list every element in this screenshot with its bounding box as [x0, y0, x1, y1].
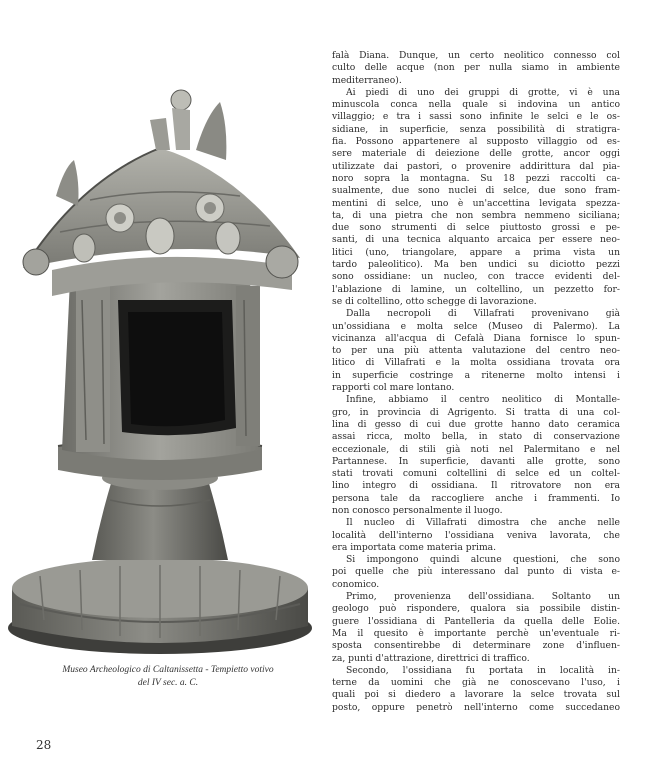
text-line: Si impongono quindi alcune questioni, che sono: [346, 554, 620, 566]
photo-caption: [34, 664, 302, 690]
text-line: non conosco personalmente il luogo.: [332, 504, 503, 516]
text-line: assai ricca, molto bella, in stato di conservazione: [332, 431, 620, 443]
text-line: tardo paleolitico). Ma ben undici su diciotto pezzi: [332, 259, 620, 271]
text-line: sere materiale di deiezione delle grotte, ancor oggi: [332, 148, 620, 160]
caption-line-2: del IV sec. a. C.: [137, 678, 199, 688]
text-line: sposta consentirebbe di determinare zone d'influen-: [332, 640, 620, 652]
text-line: Infine, abbiamo il centro neolitico di Montalle-: [346, 394, 620, 406]
body-text-column: [332, 50, 620, 714]
text-line: falà Diana. Dunque, un certo neolitico connesso col: [332, 50, 620, 61]
text-line: guere l'ossidiana di Pantelleria da quella delle Eolie.: [332, 615, 620, 627]
text-line: fia. Possono appartenere al supposto villaggio od es-: [332, 136, 620, 148]
text-line: Ai piedi di uno dei gruppi di grotte, vi è una: [346, 86, 620, 98]
text-line: villaggio; e tra i sassi sono infinite le selci e le os-: [332, 111, 620, 123]
text-line: in superficie costringe a ritenerne molto intensi i: [332, 369, 620, 381]
text-line: l'ablazione di lamine, un coltellino, un pezzetto for-: [332, 283, 620, 295]
text-line: eccezionale, di stili già noti nel Palermitano e nel: [332, 443, 620, 455]
text-line: lino integro di ossidiana. Il ritrovatore non era: [332, 480, 620, 492]
text-line: un'ossidiana e molta selce (Museo di Palermo). La: [332, 320, 620, 332]
temple-photo-illustration: [0, 0, 316, 664]
text-line: stati trovati comuni coltellini di selce ed un coltel-: [332, 468, 620, 480]
text-line: terne da uomini che già ne conoscevano l'uso, i: [332, 677, 620, 689]
text-line: persona tale da raccogliere anche i frammenti. Io: [332, 492, 620, 504]
text-line: noro sopra la montagna. Su 18 pezzi raccolti ca-: [332, 172, 620, 184]
text-line: geologo può rispondere, qualora sia possibile distin-: [332, 603, 620, 615]
text-line: Secondo, l'ossidiana fu portata in località in-: [346, 664, 620, 676]
text-line: Dalla necropoli di Villafrati provenivano già: [346, 308, 620, 320]
text-line: to per una più attenta valutazione del centro neo-: [332, 345, 620, 357]
text-line: due sono strumenti di selce piuttosto grossi e pe-: [332, 222, 620, 234]
page-number: 28: [36, 738, 52, 752]
text-line: za, punti d'attrazione, direttrici di traffico.: [332, 652, 530, 664]
text-line: se di coltellino, otto schegge di lavorazione.: [332, 295, 537, 307]
text-line: posto, oppure penetrò nell'interno come succedaneo: [332, 701, 620, 713]
text-line: sidiane, in superficie, senza possibilità di stratigra-: [332, 123, 620, 135]
text-line: litici (uno, triangolare, appare a prima vista un: [332, 246, 620, 258]
text-line: vicinanza all'acqua di Cefalà Diana fornisce lo spun-: [332, 332, 620, 344]
text-line: minuscola conca nella quale si indovina un antico: [332, 99, 620, 111]
text-line: località dell'interno l'ossidiana veniva lavorata, che: [332, 529, 620, 541]
text-line: gro, in provincia di Agrigento. Si tratta di una col-: [332, 406, 620, 418]
text-line: culto delle acque (non per nulla siamo in ambiente: [332, 62, 620, 74]
text-line: Il nucleo di Villafrati dimostra che anche nelle: [346, 517, 620, 529]
text-line: Partannese. In superficie, davanti alle grotte, sono: [332, 455, 620, 467]
text-line: mentini di selce, uno è un'accettina levigata spezza-: [332, 197, 620, 209]
text-line: quali poi si diedero a lavorare la selce trovata sul: [332, 689, 620, 701]
text-line: Ma il quesito è importante perchè un'eventuale ri-: [332, 627, 620, 639]
text-line: ta, di una pietra che non sembra nemmeno siciliana;: [332, 209, 620, 221]
text-line: mediterraneo).: [332, 74, 402, 86]
text-line: era importata come materia prima.: [332, 541, 497, 553]
text-line: sualmente, due sono nuclei di selce, due sono fram-: [332, 185, 620, 197]
text-line: sono ossidiane: un nucleo, con tracce evidenti del-: [332, 271, 620, 283]
text-line: litico di Villafrati e la molta ossidiana trovata ora: [332, 357, 620, 369]
temple-model-photo: [0, 0, 316, 664]
text-line: Primo, provenienza dell'ossidiana. Soltanto un: [346, 591, 620, 603]
text-line: utilizzate dai pastori, o provenire addirittura dal pia-: [332, 160, 620, 172]
text-line: conomico.: [332, 578, 380, 590]
text-line: santi, di una tecnica alquanto arcaica per essere neo-: [332, 234, 620, 246]
text-line: rapporti col mare lontano.: [332, 382, 455, 394]
text-line: lina di gesso di cui due grotte hanno dato ceramica: [332, 418, 620, 430]
text-line: poi quelle che più interessano dal punto di vista e-: [332, 566, 620, 578]
caption-line-1: Museo Archeologico di Caltanissetta - Tempietto votivo: [62, 665, 274, 675]
